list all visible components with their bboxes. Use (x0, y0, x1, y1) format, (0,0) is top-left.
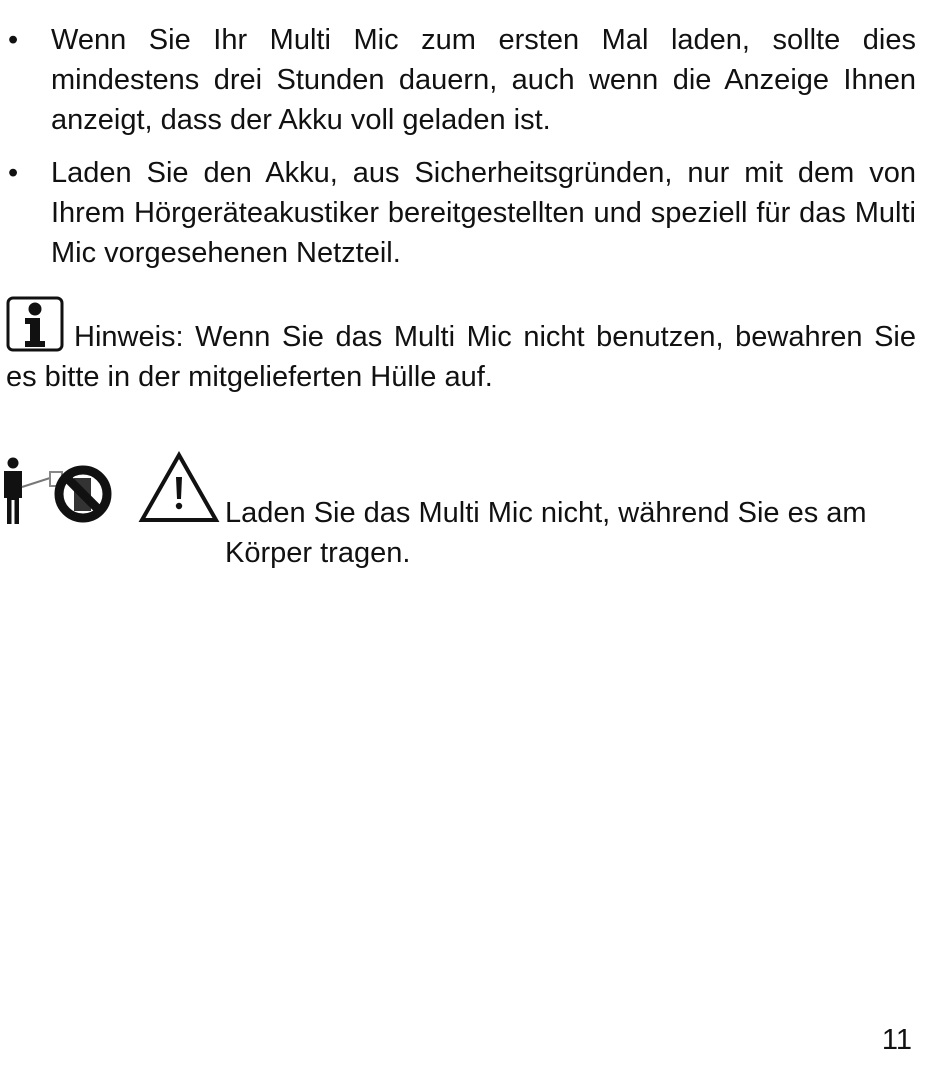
note-block (6, 312, 916, 397)
bullet-marker: • (8, 24, 19, 56)
no-charging-on-body-icon (0, 454, 120, 526)
warning-text: Laden Sie das Multi Mic nicht, während Sie es am Körper tragen. (225, 497, 867, 569)
warning-triangle-icon (138, 450, 220, 524)
warning-block (0, 450, 950, 580)
info-icon (6, 296, 64, 352)
bullet-marker: • (8, 157, 19, 189)
page-number: 11 (881, 1024, 912, 1056)
list-item (6, 20, 916, 140)
bullet-text-first-charge: Wenn Sie Ihr Multi Mic zum ersten Mal laden, sollte dies mindestens drei Stunden dauern, auch wenn die Anzeige Ihnen anzeigt, dass der Akku voll geladen ist. (51, 24, 916, 136)
list-item (6, 153, 916, 273)
note-text: Hinweis: Wenn Sie das Multi Mic nicht benutzen, bewahren Sie es bitte in der mitgelieferten Hülle auf. (6, 321, 916, 393)
bullet-text-power-supply: Laden Sie den Akku, aus Sicherheitsgründen, nur mit dem von Ihrem Hörgeräteakustiker bereitgestellten und speziell für das Multi Mic vorgesehenen Netzteil. (51, 157, 916, 269)
bullet-list (6, 20, 916, 286)
